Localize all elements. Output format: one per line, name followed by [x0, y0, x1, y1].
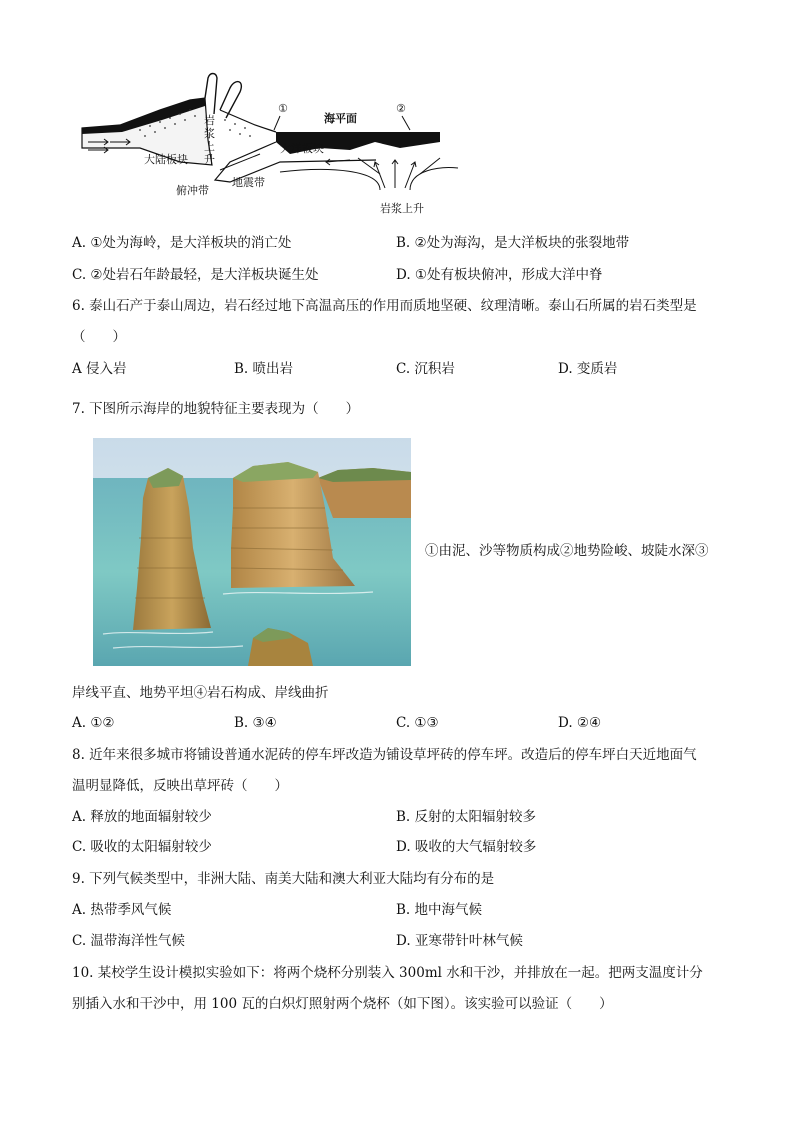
plate-tectonics-diagram	[80, 70, 460, 220]
magma-rise-v-2: 浆	[204, 127, 215, 140]
q7-option-c: C. ①③	[396, 715, 439, 731]
q7-side-text: ①由泥、沙等物质构成②地势险峻、坡陡水深③	[425, 543, 709, 559]
magma-rise-bottom-label: 岩浆上升	[380, 202, 424, 215]
q8-option-a: A. 释放的地面辐射较少	[72, 809, 212, 825]
q8-option-c: C. 吸收的太阳辐射较少	[72, 839, 212, 855]
q6-option-c: C. 沉积岩	[396, 361, 455, 377]
q9-option-b: B. 地中海气候	[396, 902, 483, 918]
q6-stem-line2: （ ）	[72, 329, 126, 345]
magma-rise-v-1: 岩	[204, 114, 215, 127]
q7-option-d: D. ②④	[558, 715, 602, 731]
q7-option-a: A. ①②	[72, 715, 115, 731]
q9-option-a: A. 热带季风气候	[72, 902, 172, 918]
subduction-zone-label: 俯冲带	[176, 184, 209, 197]
q10-stem-line2: 别插入水和干沙中，用 100 瓦的白炽灯照射两个烧杯（如下图）。该实验可以验证（ ）	[72, 996, 613, 1012]
q8-stem-line1: 8. 近年来很多城市将铺设普通水泥砖的停车坪改造为铺设草坪砖的停车坪。改造后的停车坪白天近地面气	[72, 747, 697, 763]
q8-option-b: B. 反射的太阳辐射较多	[396, 809, 537, 825]
q6-option-b: B. 喷出岩	[234, 361, 294, 377]
q10-stem-line1: 10. 某校学生设计模拟实验如下：将两个烧杯分别装入 300ml 水和干沙，并排放在一起。把两支温度计分	[72, 965, 703, 981]
earthquake-zone-label: 地震带	[232, 176, 265, 189]
volcano-vent-left	[205, 74, 217, 115]
sea-level-label: 海平面	[324, 112, 357, 125]
sea-stack-coast-photo	[93, 438, 411, 666]
q6-stem-line1: 6. 泰山石产于泰山周边，岩石经过地下高温高压的作用而质地坚硬、纹理清晰。泰山石所属的岩石类型是	[72, 298, 697, 314]
oceanic-plate-label: 大洋板块	[280, 142, 324, 155]
q5-option-c: C. ②处岩石年龄最轻，是大洋板块诞生处	[72, 267, 319, 283]
q5-option-a: A. ①处为海岭，是大洋板块的消亡处	[72, 235, 292, 251]
q6-option-a: A 侵入岩	[72, 361, 127, 377]
q5-option-b: B. ②处为海沟，是大洋板块的张裂地带	[396, 235, 630, 251]
q9-option-c: C. 温带海洋性气候	[72, 933, 185, 949]
magma-rise-v-3: 上	[204, 140, 215, 153]
magma-rise-v-4: 升	[204, 153, 215, 166]
q7-stem: 7. 下图所示海岸的地貌特征主要表现为（ ）	[72, 401, 360, 417]
q8-stem-line2: 温明显降低，反映出草坪砖（ ）	[72, 778, 288, 794]
q7-option-b: B. ③④	[234, 715, 277, 731]
q5-option-d: D. ①处有板块俯冲，形成大洋中脊	[396, 267, 603, 283]
q9-option-d: D. 亚寒带针叶林气候	[396, 933, 523, 949]
marker-2: ②	[396, 102, 406, 115]
q8-option-d: D. 吸收的大气辐射较多	[396, 839, 537, 855]
q6-option-d: D. 变质岩	[558, 361, 618, 377]
q9-stem: 9. 下列气候类型中，非洲大陆、南美大陆和澳大利亚大陆均有分布的是	[72, 871, 495, 887]
volcano-vent-right	[220, 82, 241, 118]
marker-1: ①	[278, 102, 288, 115]
q7-cont-text: 岸线平直、地势平坦④岩石构成、岸线曲折	[72, 685, 329, 701]
continental-plate-label: 大陆板块	[144, 153, 188, 166]
